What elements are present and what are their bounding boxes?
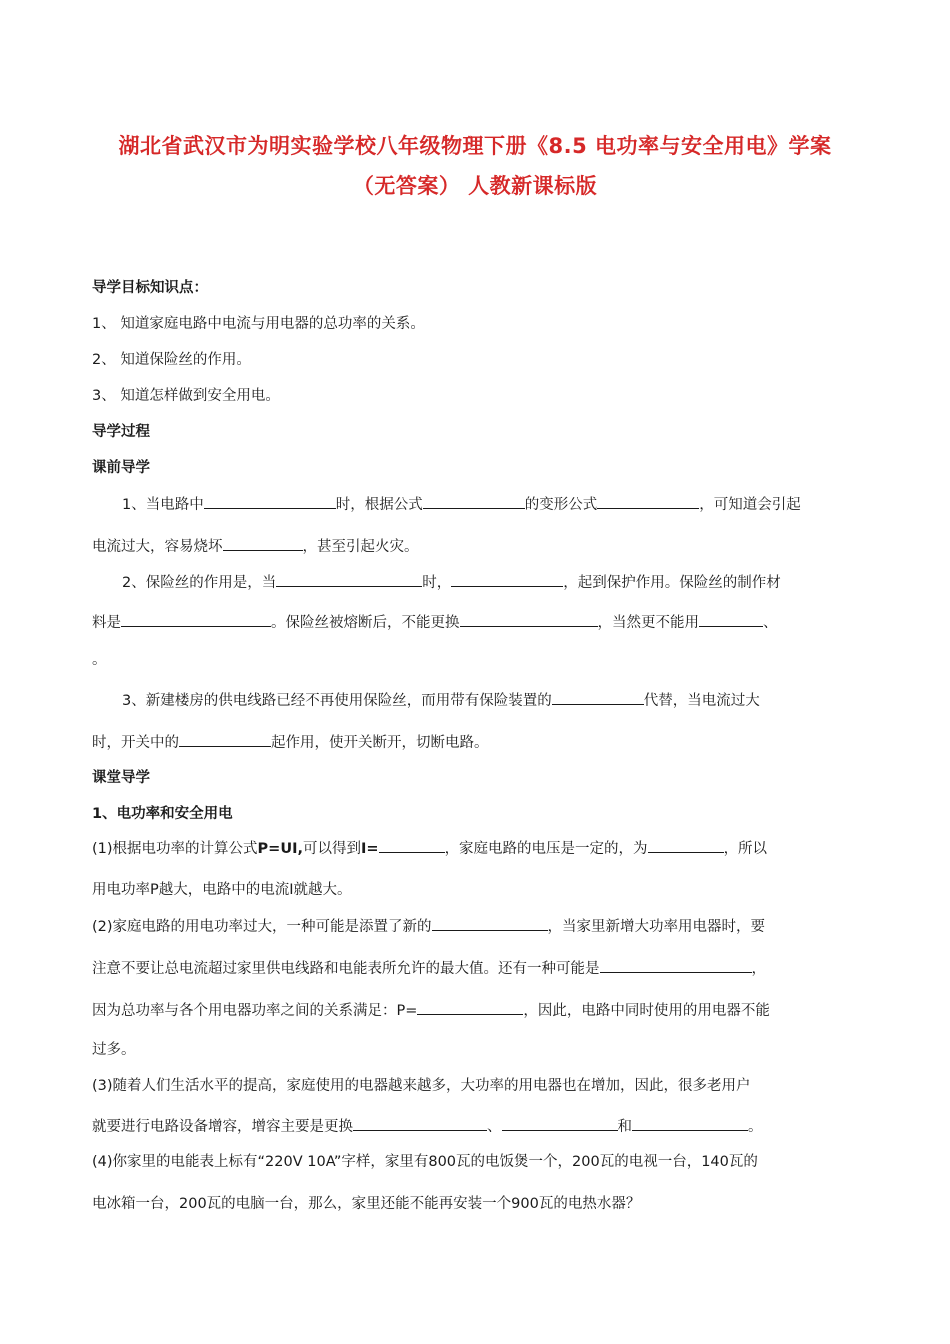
objectives-heading: 导学目标知识点： <box>92 280 208 296</box>
answer-blank[interactable] <box>223 536 303 551</box>
inclass-p4-line-1: (4)你家里的电能表上标有“220V 10A”字样，家里有800瓦的电饭煲一个，200瓦的电视一台，140瓦的 <box>92 1154 758 1170</box>
answer-blank[interactable] <box>423 494 525 509</box>
answer-blank[interactable] <box>632 1116 748 1131</box>
preclass-q2-line-2: 料是 。保险丝被熔断后，不能更换 ，当然更不能用 、 <box>92 612 778 633</box>
inclass-p2-line-2: 注意不要让总电流超过家里供电线路和电能表所允许的最大值。还有一种可能是 ， <box>92 958 766 979</box>
answer-blank[interactable] <box>379 838 445 853</box>
inclass-p1-line-2: 用电功率P越大，电路中的电流I就越大。 <box>92 882 352 898</box>
inclass-p3-line-1: (3)随着人们生活水平的提高，家庭使用的电器越来越多，大功率的用电器也在增加，因此，很多老用户 <box>92 1078 751 1094</box>
answer-blank[interactable] <box>600 958 752 973</box>
answer-blank[interactable] <box>502 1116 618 1131</box>
preclass-q2-line-1: 2、保险丝的作用是，当 时， ，起到保护作用。保险丝的制作材 <box>122 572 781 593</box>
inclass-p2-line-4: 过多。 <box>92 1042 136 1058</box>
inclass-p3-line-2: 就要进行电路设备增容，增容主要是更换 、 和 。 <box>92 1116 763 1137</box>
answer-blank[interactable] <box>121 612 271 627</box>
answer-blank[interactable] <box>432 916 548 931</box>
inclass-p2-line-3: 因为总功率与各个用电器功率之间的关系满足：P= ，因此，电路中同时使用的用电器不能 <box>92 1000 770 1021</box>
answer-blank[interactable] <box>699 612 763 627</box>
document-title-line-2: （无答案） 人教新课标版 <box>352 174 598 198</box>
preclass-heading: 课前导学 <box>92 460 150 476</box>
inclass-heading: 课堂导学 <box>92 770 150 786</box>
inclass-p2-line-1: (2)家庭电路的用电功率过大，一种可能是添置了新的 ，当家里新增大功率用电器时，要 <box>92 916 765 937</box>
preclass-q2-line-3: 。 <box>92 652 107 668</box>
answer-blank[interactable] <box>417 1000 523 1015</box>
answer-blank[interactable] <box>597 494 699 509</box>
preclass-q3-line-2: 时，开关中的 起作用，使开关断开，切断电路。 <box>92 732 489 753</box>
answer-blank[interactable] <box>552 690 644 705</box>
answer-blank[interactable] <box>648 838 724 853</box>
document-title-line-1: 湖北省武汉市为明实验学校八年级物理下册《8.5 电功率与安全用电》学案 <box>118 134 832 158</box>
answer-blank[interactable] <box>179 732 271 747</box>
inclass-p1-line-1: (1)根据电功率的计算公式P=UI,可以得到I= ，家庭电路的电压是一定的，为 ，所以 <box>92 838 767 859</box>
answer-blank[interactable] <box>204 494 336 509</box>
process-heading: 导学过程 <box>92 424 150 440</box>
objective-item-3: 3、 知道怎样做到安全用电。 <box>92 388 280 404</box>
objective-item-2: 2、 知道保险丝的作用。 <box>92 352 251 368</box>
answer-blank[interactable] <box>451 572 563 587</box>
section-heading-power-safety: 1、电功率和安全用电 <box>92 806 233 822</box>
inclass-p4-line-2: 电冰箱一台，200瓦的电脑一台，那么，家里还能不能再安装一个900瓦的电热水器？ <box>92 1196 641 1212</box>
objective-item-1: 1、 知道家庭电路中电流与用电器的总功率的关系。 <box>92 316 425 332</box>
preclass-q1-line-2: 电流过大，容易烧坏 ，甚至引起火灾。 <box>92 536 419 557</box>
answer-blank[interactable] <box>353 1116 487 1131</box>
answer-blank[interactable] <box>276 572 422 587</box>
preclass-q3-line-1: 3、新建楼房的供电线路已经不再使用保险丝，而用带有保险装置的 代替，当电流过大 <box>122 690 760 711</box>
answer-blank[interactable] <box>460 612 598 627</box>
preclass-q1-line-1: 1、当电路中 时，根据公式 的变形公式 ，可知道会引起 <box>122 494 801 515</box>
